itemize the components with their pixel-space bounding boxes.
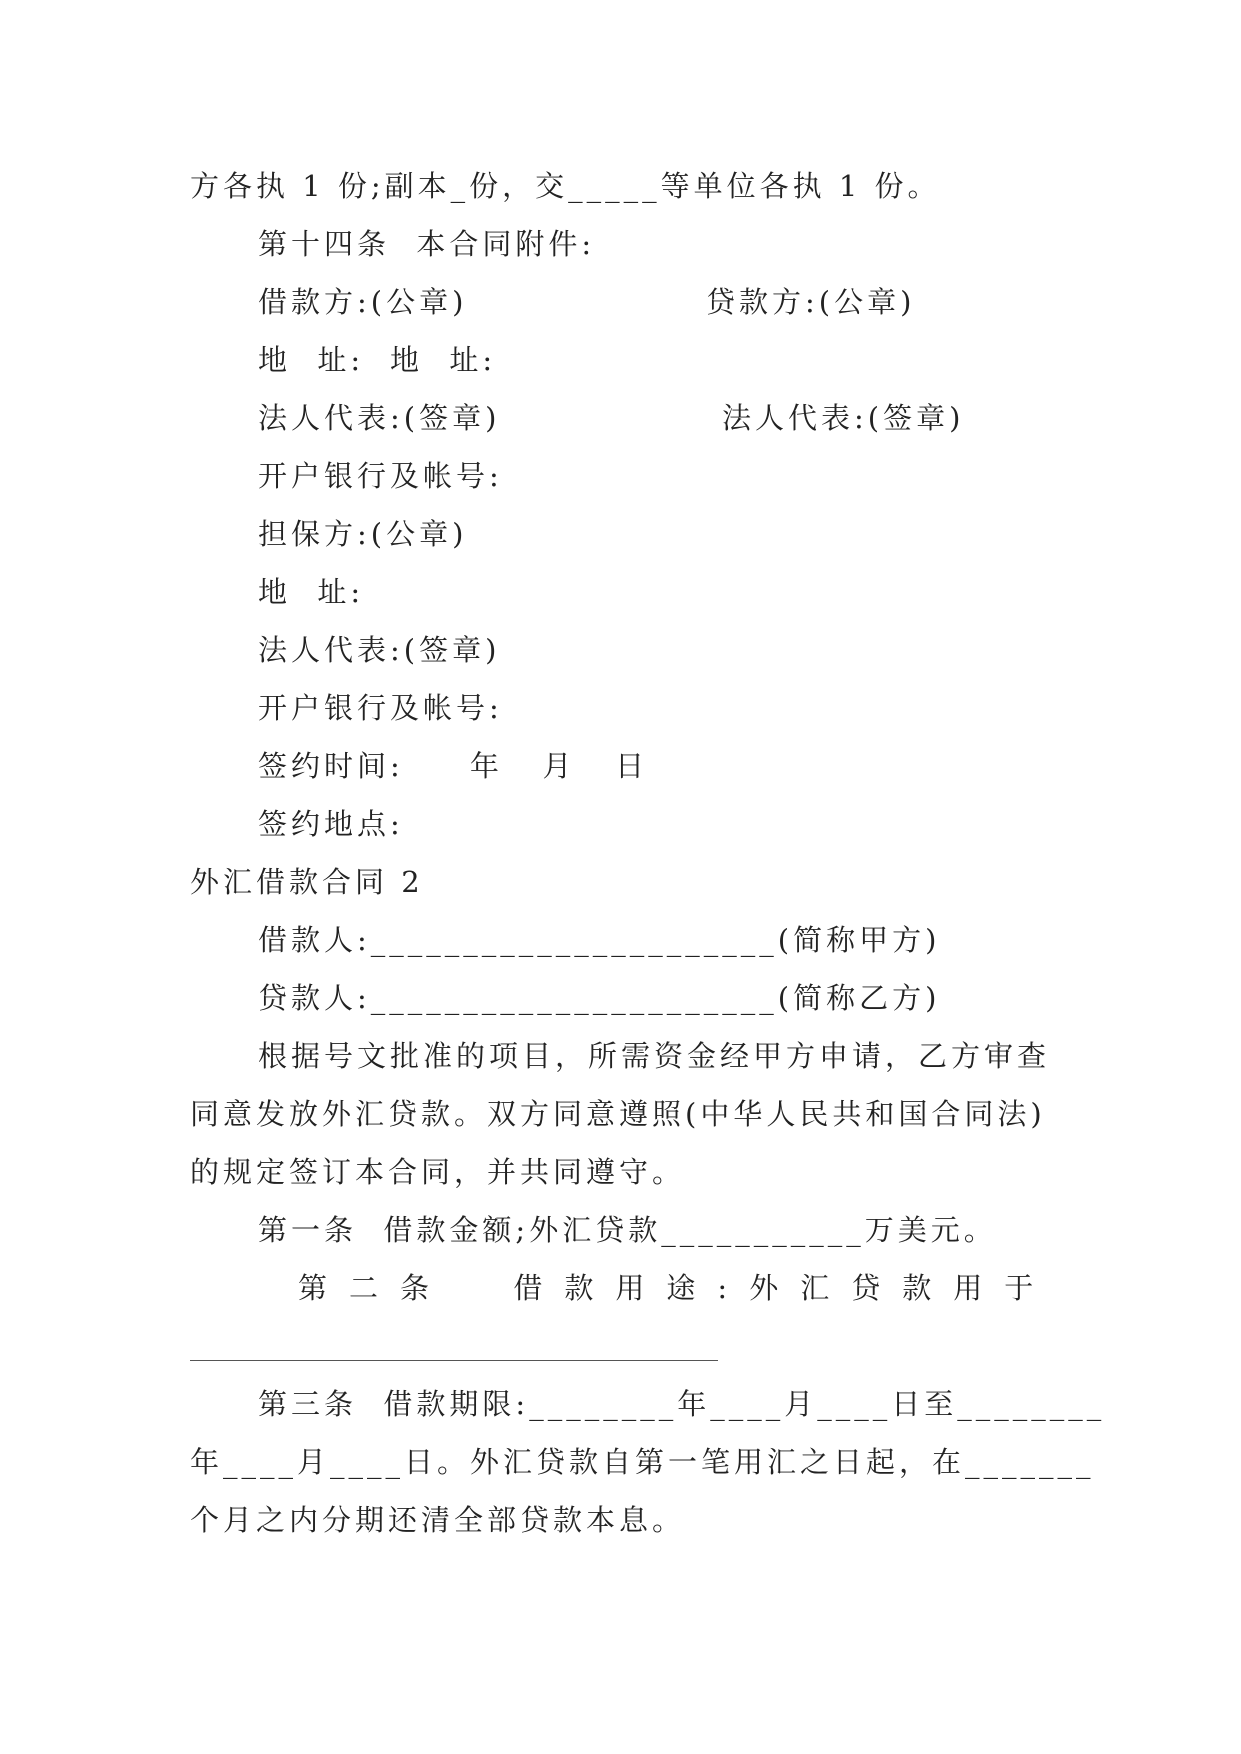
borrower-rep-label: 法人代表:(签章) [258, 401, 501, 435]
signing-place-label: 签约地点: [258, 807, 404, 841]
article-3-continuation: 个月之内分期还清全部贷款本息。 [190, 1503, 686, 1537]
paragraph-line: 同意发放外汇贷款。双方同意遵照(中华人民共和国合同法) [190, 1097, 1046, 1131]
text-line: 方各执 1 份;副本_份，交_____等单位各执 1 份。 [190, 169, 941, 203]
borrower-address-label: 地 址: [258, 343, 365, 377]
article-3-continuation: 年____月____日。外汇贷款自第一笔用汇之日起，在_______ [190, 1445, 1095, 1479]
guarantor-rep-label: 法人代表:(签章) [258, 633, 501, 667]
lender-seal-label: 贷款方:(公章) [706, 285, 916, 319]
lender-line: 贷款人:______________________(简称乙方) [258, 981, 941, 1015]
guarantor-bank-label: 开户银行及帐号: [258, 691, 503, 725]
section-title: 外汇借款合同 2 [190, 865, 424, 899]
paragraph-line: 的规定签订本合同，并共同遵守。 [190, 1155, 686, 1189]
lender-address-label: 地 址: [390, 343, 497, 377]
article-2-line: 第二条 借款用途:外汇贷款用于 [298, 1271, 1056, 1305]
article-1-line: 第一条 借款金额;外汇贷款___________万美元。 [258, 1213, 997, 1247]
blank-fill-rule [190, 1360, 718, 1361]
paragraph-line: 根据号文批准的项目，所需资金经甲方申请，乙方审查 [258, 1039, 1051, 1073]
guarantor-address-label: 地 址: [258, 575, 365, 609]
article-3-line: 第三条 借款期限:________年____月____日至________ [258, 1387, 1106, 1421]
article-14-heading: 第十四条 本合同附件: [258, 227, 596, 261]
borrower-seal-label: 借款方:(公章) [258, 285, 468, 319]
bank-account-label: 开户银行及帐号: [258, 459, 503, 493]
borrower-line: 借款人:______________________(简称甲方) [258, 923, 941, 957]
signing-date-label: 签约时间: 年 月 日 [258, 749, 649, 783]
guarantor-seal-label: 担保方:(公章) [258, 517, 468, 551]
lender-rep-label: 法人代表:(签章) [722, 401, 965, 435]
